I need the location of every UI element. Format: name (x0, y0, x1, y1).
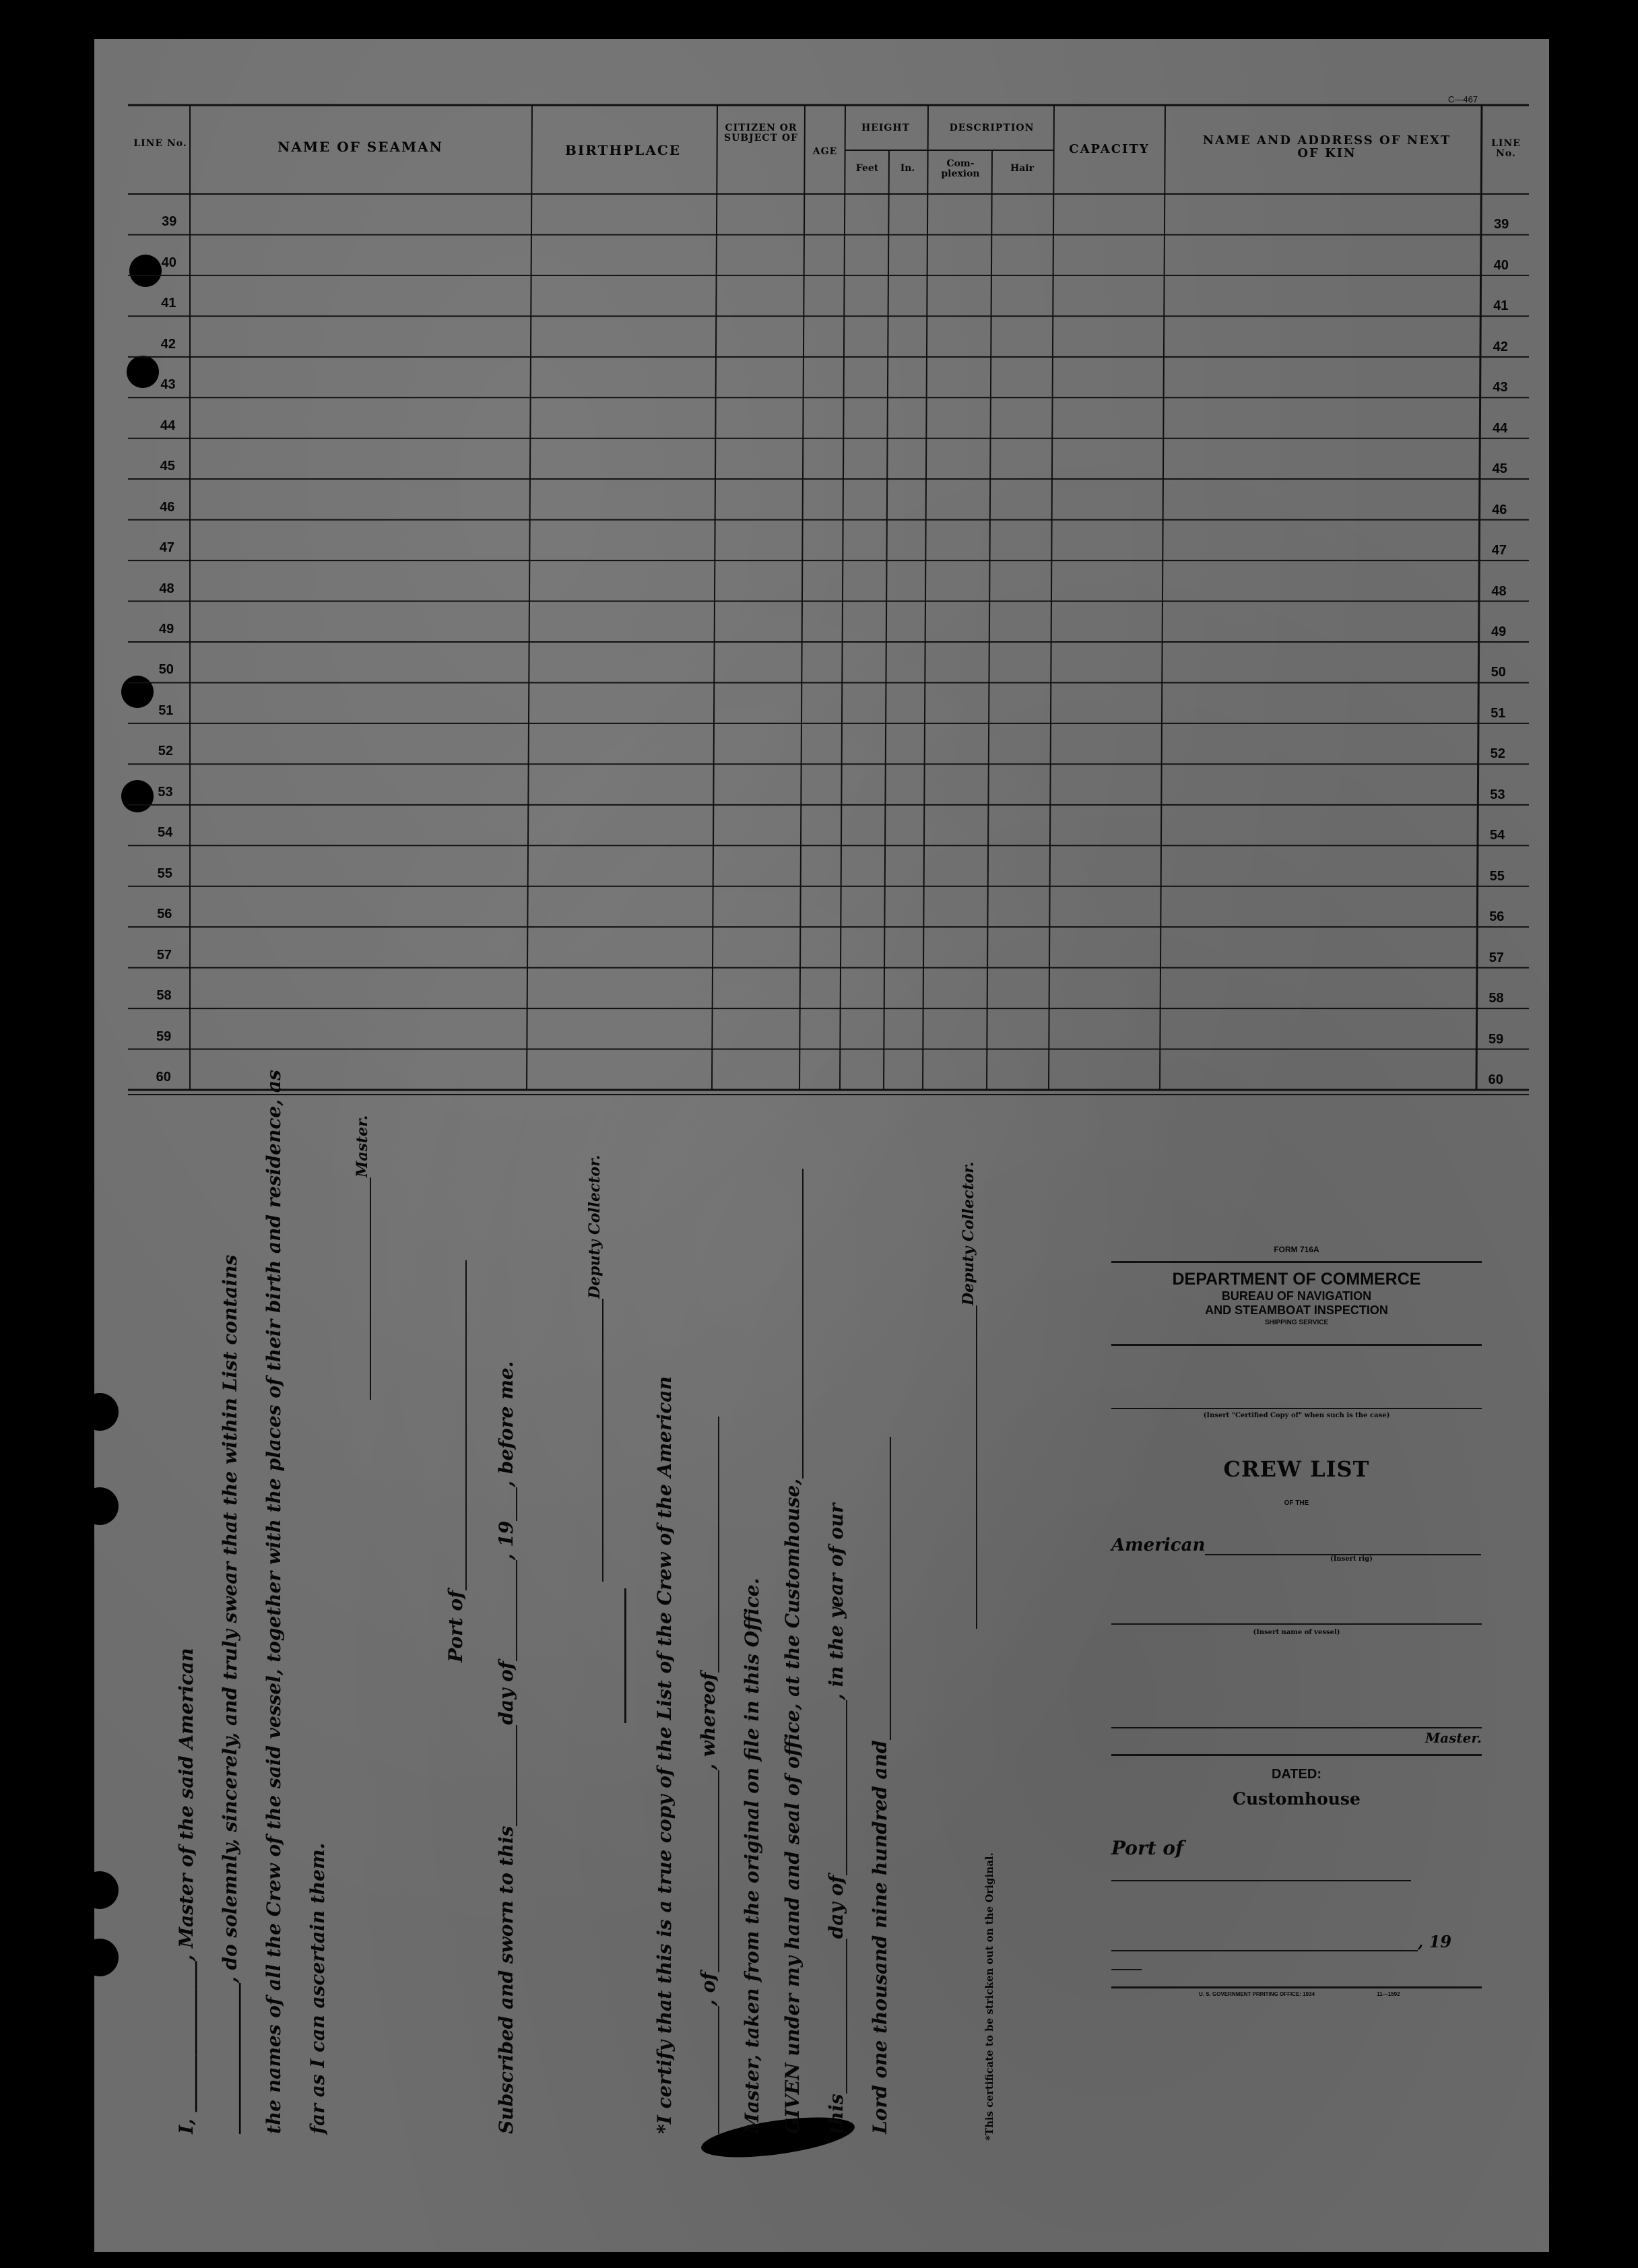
punch-hole-5 (94, 1393, 119, 1431)
line-number-left: 59 (156, 1029, 172, 1044)
line-number-left: 50 (158, 662, 174, 678)
line-number-right: 42 (1493, 339, 1509, 354)
line-number-right: 60 (1488, 1072, 1503, 1087)
certificate-line-3: Master, taken from the original on file in this Office. (741, 1578, 763, 2134)
line-number-left: 48 (159, 581, 174, 596)
col-header-line-no: LINE No. (133, 138, 187, 149)
certificate-line-2: , of, whereof (697, 1417, 719, 2134)
form-code: C—467 (1448, 94, 1478, 104)
col-header-complexion: Com-plexion (941, 158, 980, 179)
line-number-right: 50 (1490, 665, 1506, 680)
line-number-left: 45 (160, 459, 175, 474)
line-number-left: 46 (160, 499, 175, 515)
cover-port-line: Port of (1111, 1837, 1482, 1881)
col-header-citizen: CITIZEN OR SUBJECT OF (723, 123, 799, 143)
line-number-left: 49 (159, 622, 174, 637)
col-header-description: DESCRIPTION (949, 123, 1035, 133)
certificate-line-6: Lord one thousand nine hundred and (869, 1437, 891, 2135)
cover-master: Master. (1425, 1730, 1482, 1746)
col-header-name: NAME OF SEAMAN (277, 139, 443, 155)
line-number-right: 56 (1489, 909, 1505, 925)
line-number-right: 39 (1494, 217, 1509, 232)
line-number-right: 55 (1489, 868, 1505, 884)
line-number-left: 57 (156, 947, 172, 963)
line-number-left: 44 (160, 418, 176, 433)
cover-insert-vessel: (Insert name of vessel) (1253, 1629, 1340, 1636)
oath-line-2: ________________, do solemnly, sincerely, and truly swear that the within List contains (219, 1254, 241, 2134)
cover-panel (1111, 1245, 1482, 1997)
cover-dated: DATED: (1271, 1767, 1322, 1782)
line-number-right: 51 (1490, 705, 1506, 721)
col-header-capacity: CAPACITY (1069, 142, 1150, 156)
cover-printer: U. S. GOVERNMENT PRINTING OFFICE: 1934 11—1592 (1199, 1991, 1400, 1997)
punch-hole-8 (94, 1939, 119, 1976)
deputy-collector-line-2: Deputy Collector. (960, 1162, 977, 1629)
line-number-right: 49 (1491, 624, 1507, 639)
cover-title: CREW LIST (1223, 1456, 1370, 1482)
cover-rule-3 (1111, 1754, 1482, 1756)
line-number-left: 47 (159, 540, 175, 556)
crew-table-grid (94, 39, 1549, 1103)
oath-line-4: far as I can ascertain them. (306, 1842, 329, 2134)
cover-form-number: FORM 716A (1274, 1245, 1319, 1254)
line-number-right: 46 (1492, 502, 1507, 517)
oath-line-3: the names of all the Crew of the said vessel, together with the places of their birth and residence, as (263, 1070, 285, 2134)
seal-divider (624, 1588, 626, 1723)
line-number-left: 55 (157, 866, 172, 881)
line-number-right: 43 (1493, 380, 1508, 395)
cover-of-the: OF THE (1284, 1499, 1309, 1507)
port-of-line: Port of (445, 1260, 467, 1662)
cover-service: SHIPPING SERVICE (1264, 1319, 1329, 1326)
line-number-right: 59 (1488, 1031, 1504, 1047)
line-number-left: 51 (158, 703, 174, 718)
line-number-left: 58 (156, 988, 172, 1004)
col-header-hair: Hair (1010, 163, 1034, 174)
line-number-right: 45 (1492, 461, 1507, 477)
col-header-line-no-right: LINE No. (1491, 138, 1521, 159)
col-header-height: HEIGHT (861, 123, 911, 133)
line-number-left: 53 (158, 784, 173, 800)
line-number-left: 40 (161, 255, 176, 270)
punch-hole-7 (94, 1871, 119, 1909)
deputy-collector-line-1: Deputy Collector. (586, 1155, 603, 1582)
cover-american-line: American (1111, 1535, 1482, 1555)
cover-rule-bottom (1111, 1986, 1482, 1988)
document-page (94, 39, 1549, 2252)
line-number-right: 52 (1490, 746, 1506, 762)
master-signature-line: Master. (354, 1115, 371, 1400)
col-header-inches: In. (900, 163, 915, 174)
line-number-right: 41 (1493, 298, 1509, 314)
certificate-line-1: *I certify that this is a true copy of the List of the Crew of the American (653, 1376, 676, 2134)
certificate-footnote: *This certificate to be stricken out on the Original. (983, 1852, 995, 2141)
punch-hole-6 (94, 1487, 119, 1525)
cover-bureau-2: AND STEAMBOAT INSPECTION (1205, 1303, 1388, 1317)
cover-bureau-1: BUREAU OF NAVIGATION (1221, 1289, 1372, 1303)
col-header-age: AGE (812, 146, 838, 157)
subscribed-line: Subscribed and sworn to thisday of, 19, before me. (495, 1361, 517, 2134)
cover-customhouse: Customhouse (1233, 1789, 1361, 1809)
col-header-feet: Feet (855, 163, 879, 174)
line-number-left: 39 (162, 214, 177, 230)
line-number-left: 43 (160, 377, 176, 393)
certificate-line-4: GIVEN under my hand and seal of office, at the Customhouse, (781, 1169, 804, 2134)
certificate-line-5: thisday of, in the year of our (825, 1503, 847, 2134)
line-number-left: 54 (158, 825, 173, 841)
cover-insert-rig: (Insert rig) (1330, 1555, 1373, 1563)
cover-rule-2 (1111, 1344, 1482, 1346)
line-number-right: 54 (1490, 828, 1505, 843)
cover-certified-note: (Insert "Certified Copy of" when such is the case) (1203, 1412, 1390, 1419)
line-number-right: 48 (1491, 583, 1507, 599)
line-number-right: 47 (1491, 543, 1507, 558)
cover-vessel-line (1111, 1623, 1482, 1625)
line-number-left: 52 (158, 744, 174, 759)
cover-certified-line (1111, 1408, 1482, 1409)
col-header-birthplace: BIRTHPLACE (564, 142, 682, 158)
line-number-left: 60 (156, 1070, 171, 1084)
cover-year-line: , 19 (1111, 1932, 1482, 1970)
cover-master-line (1111, 1727, 1482, 1728)
line-number-right: 44 (1493, 420, 1508, 436)
line-number-left: 41 (161, 296, 176, 311)
cover-rule-top (1111, 1261, 1482, 1263)
line-number-left: 56 (157, 907, 172, 922)
line-number-right: 40 (1493, 257, 1509, 273)
oath-line-1: I, ________________, Master of the said American (175, 1648, 197, 2134)
col-header-next-of-kin: NAME AND ADDRESS OF NEXT OF KIN (1202, 133, 1451, 160)
cover-department: DEPARTMENT OF COMMERCE (1172, 1270, 1421, 1289)
line-number-right: 58 (1488, 991, 1504, 1006)
line-number-right: 53 (1490, 787, 1505, 802)
line-number-left: 42 (160, 336, 176, 352)
line-number-right: 57 (1488, 950, 1505, 965)
